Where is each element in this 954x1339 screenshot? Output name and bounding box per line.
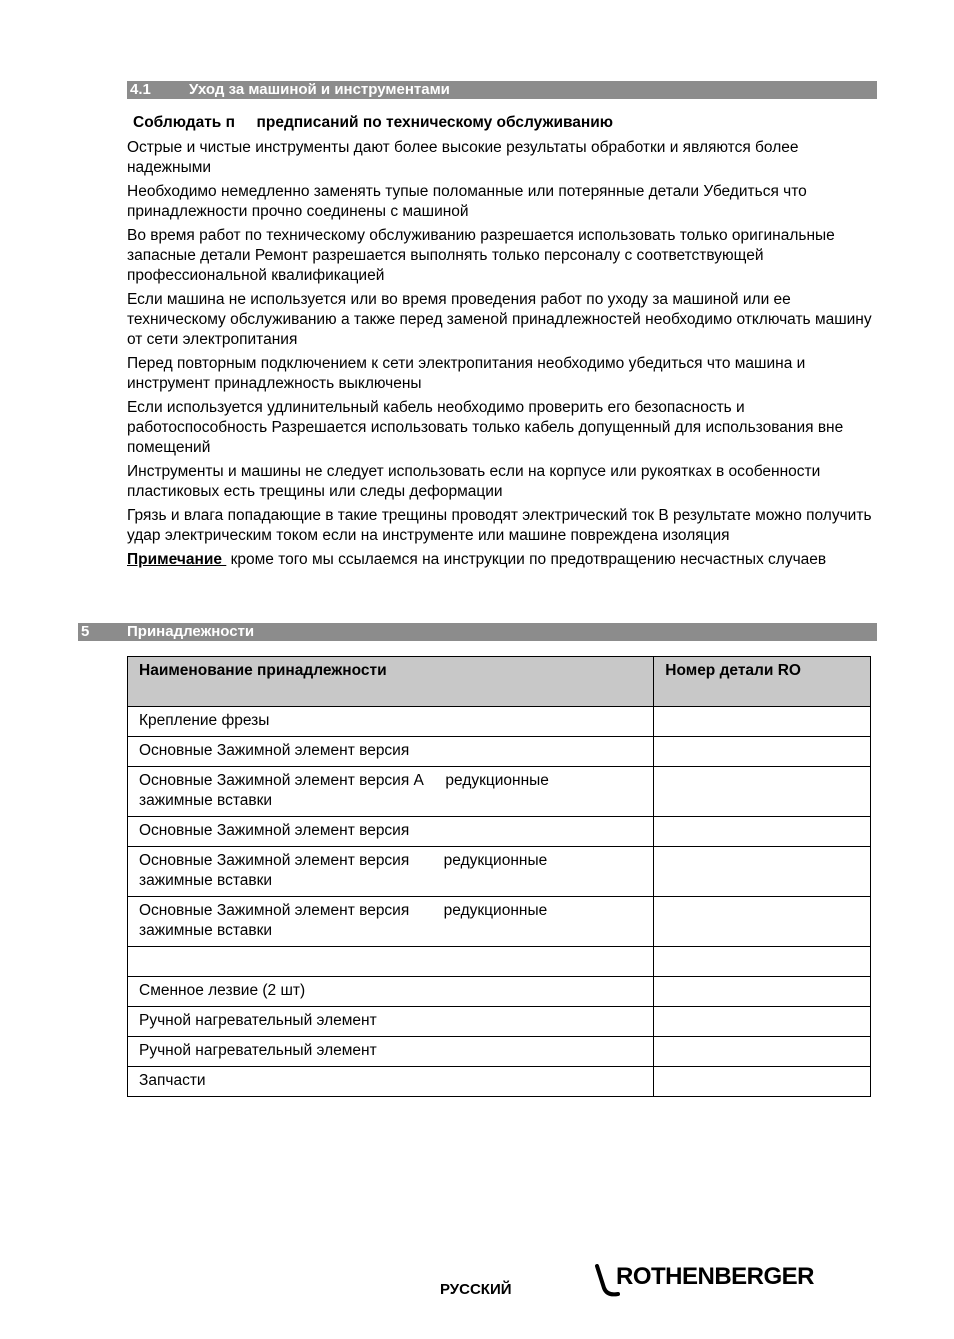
paragraph: Во время работ по техническому обслуживанию разрешается использовать только оригинальные запасные детали Ремонт разрешается выполнять только персоналу с соответствующей профессиональной квалификацией bbox=[127, 227, 835, 284]
footer-language: РУССКИЙ bbox=[440, 1281, 512, 1298]
part-number-cell bbox=[654, 1037, 871, 1067]
part-number-cell bbox=[654, 767, 871, 817]
section-number: 5 bbox=[81, 623, 90, 640]
table-row bbox=[128, 817, 871, 847]
accessory-name-cell: Запчасти bbox=[128, 1067, 654, 1097]
part-number-cell bbox=[654, 817, 871, 847]
table-row bbox=[128, 1007, 871, 1037]
table-row bbox=[128, 1067, 871, 1097]
paragraph: Грязь и влага попадающие в такие трещины проводят электрический ток В результате можно получить удар электрическим током если на инструменте или машине повреждена изоляция bbox=[127, 507, 872, 544]
table-row bbox=[128, 707, 871, 737]
accessory-name-cell: Основные Зажимной элемент версия редукционные зажимные вставки bbox=[128, 847, 654, 897]
section-header-5 bbox=[78, 623, 877, 641]
brand-logo bbox=[592, 1262, 832, 1298]
accessory-name-cell: Сменное лезвие (2 шт) bbox=[128, 977, 654, 1007]
section-title: Принадлежности bbox=[127, 623, 255, 640]
paragraph: Если машина не используется или во время проведения работ по уходу за машиной или ее техническому обслуживанию а также перед заменой принадлежностей необходимо отключать машину от сети электропитания bbox=[127, 291, 872, 348]
table-row bbox=[128, 897, 871, 947]
part-number-cell bbox=[654, 847, 871, 897]
part-number-cell bbox=[654, 1067, 871, 1097]
brand-name: ROTHENBERGER bbox=[616, 1263, 815, 1290]
part-number-cell bbox=[654, 897, 871, 947]
part-number-cell bbox=[654, 1007, 871, 1037]
table-row bbox=[128, 767, 871, 817]
section-number: 4.1 bbox=[130, 81, 151, 98]
accessory-name-cell: Основные Зажимной элемент версия редукционные зажимные вставки bbox=[128, 897, 654, 947]
table-row bbox=[128, 847, 871, 897]
subheading: Соблюдать п предписаний по техническому обслуживанию bbox=[133, 114, 614, 131]
note-paragraph bbox=[127, 550, 877, 570]
part-number-cell bbox=[654, 947, 871, 977]
accessory-name-cell: Ручной нагревательный элемент bbox=[128, 1037, 654, 1067]
body-text bbox=[127, 138, 877, 574]
accessory-name-cell: Основные Зажимной элемент версия А редукционные зажимные вставки bbox=[128, 767, 654, 817]
table-row bbox=[128, 947, 871, 977]
note-label: Примечание bbox=[127, 551, 227, 568]
paragraph: Перед повторным подключением к сети электропитания необходимо убедиться что машина и инструмент принадлежность выключены bbox=[127, 355, 806, 392]
accessory-name-cell bbox=[128, 947, 654, 977]
accessory-name-cell: Основные Зажимной элемент версия bbox=[128, 817, 654, 847]
column-header-part-number: Номер детали RO bbox=[654, 657, 871, 707]
accessory-name-cell: Крепление фрезы bbox=[128, 707, 654, 737]
paragraph: Острые и чистые инструменты дают более высокие результаты обработки и являются более надежными bbox=[127, 139, 799, 176]
table-row bbox=[128, 1037, 871, 1067]
accessory-name-cell: Основные Зажимной элемент версия bbox=[128, 737, 654, 767]
note-text: кроме того мы ссылаемся на инструкции по предотвращению несчастных случаев bbox=[226, 551, 827, 568]
part-number-cell bbox=[654, 737, 871, 767]
accessory-name-cell: Ручной нагревательный элемент bbox=[128, 1007, 654, 1037]
table-row bbox=[128, 977, 871, 1007]
paragraph: Инструменты и машины не следует использовать если на корпусе или рукоятках в особенности пластиковых есть трещины или следы деформации bbox=[127, 463, 821, 500]
section-header-4-1 bbox=[127, 81, 877, 99]
paragraph: Необходимо немедленно заменять тупые поломанные или потерянные детали Убедиться что принадлежности прочно соединены с машиной bbox=[127, 183, 807, 220]
table-header-row bbox=[128, 657, 871, 707]
paragraph: Если используется удлинительный кабель необходимо проверить его безопасность и работоспособность Разрешается использовать только кабель допущенный для использования вне помещений bbox=[127, 399, 844, 456]
table-row bbox=[128, 737, 871, 767]
accessories-table bbox=[127, 656, 871, 1097]
section-title: Уход за машиной и инструментами bbox=[189, 81, 450, 98]
column-header-name: Наименование принадлежности bbox=[128, 657, 654, 707]
part-number-cell bbox=[654, 707, 871, 737]
part-number-cell bbox=[654, 977, 871, 1007]
